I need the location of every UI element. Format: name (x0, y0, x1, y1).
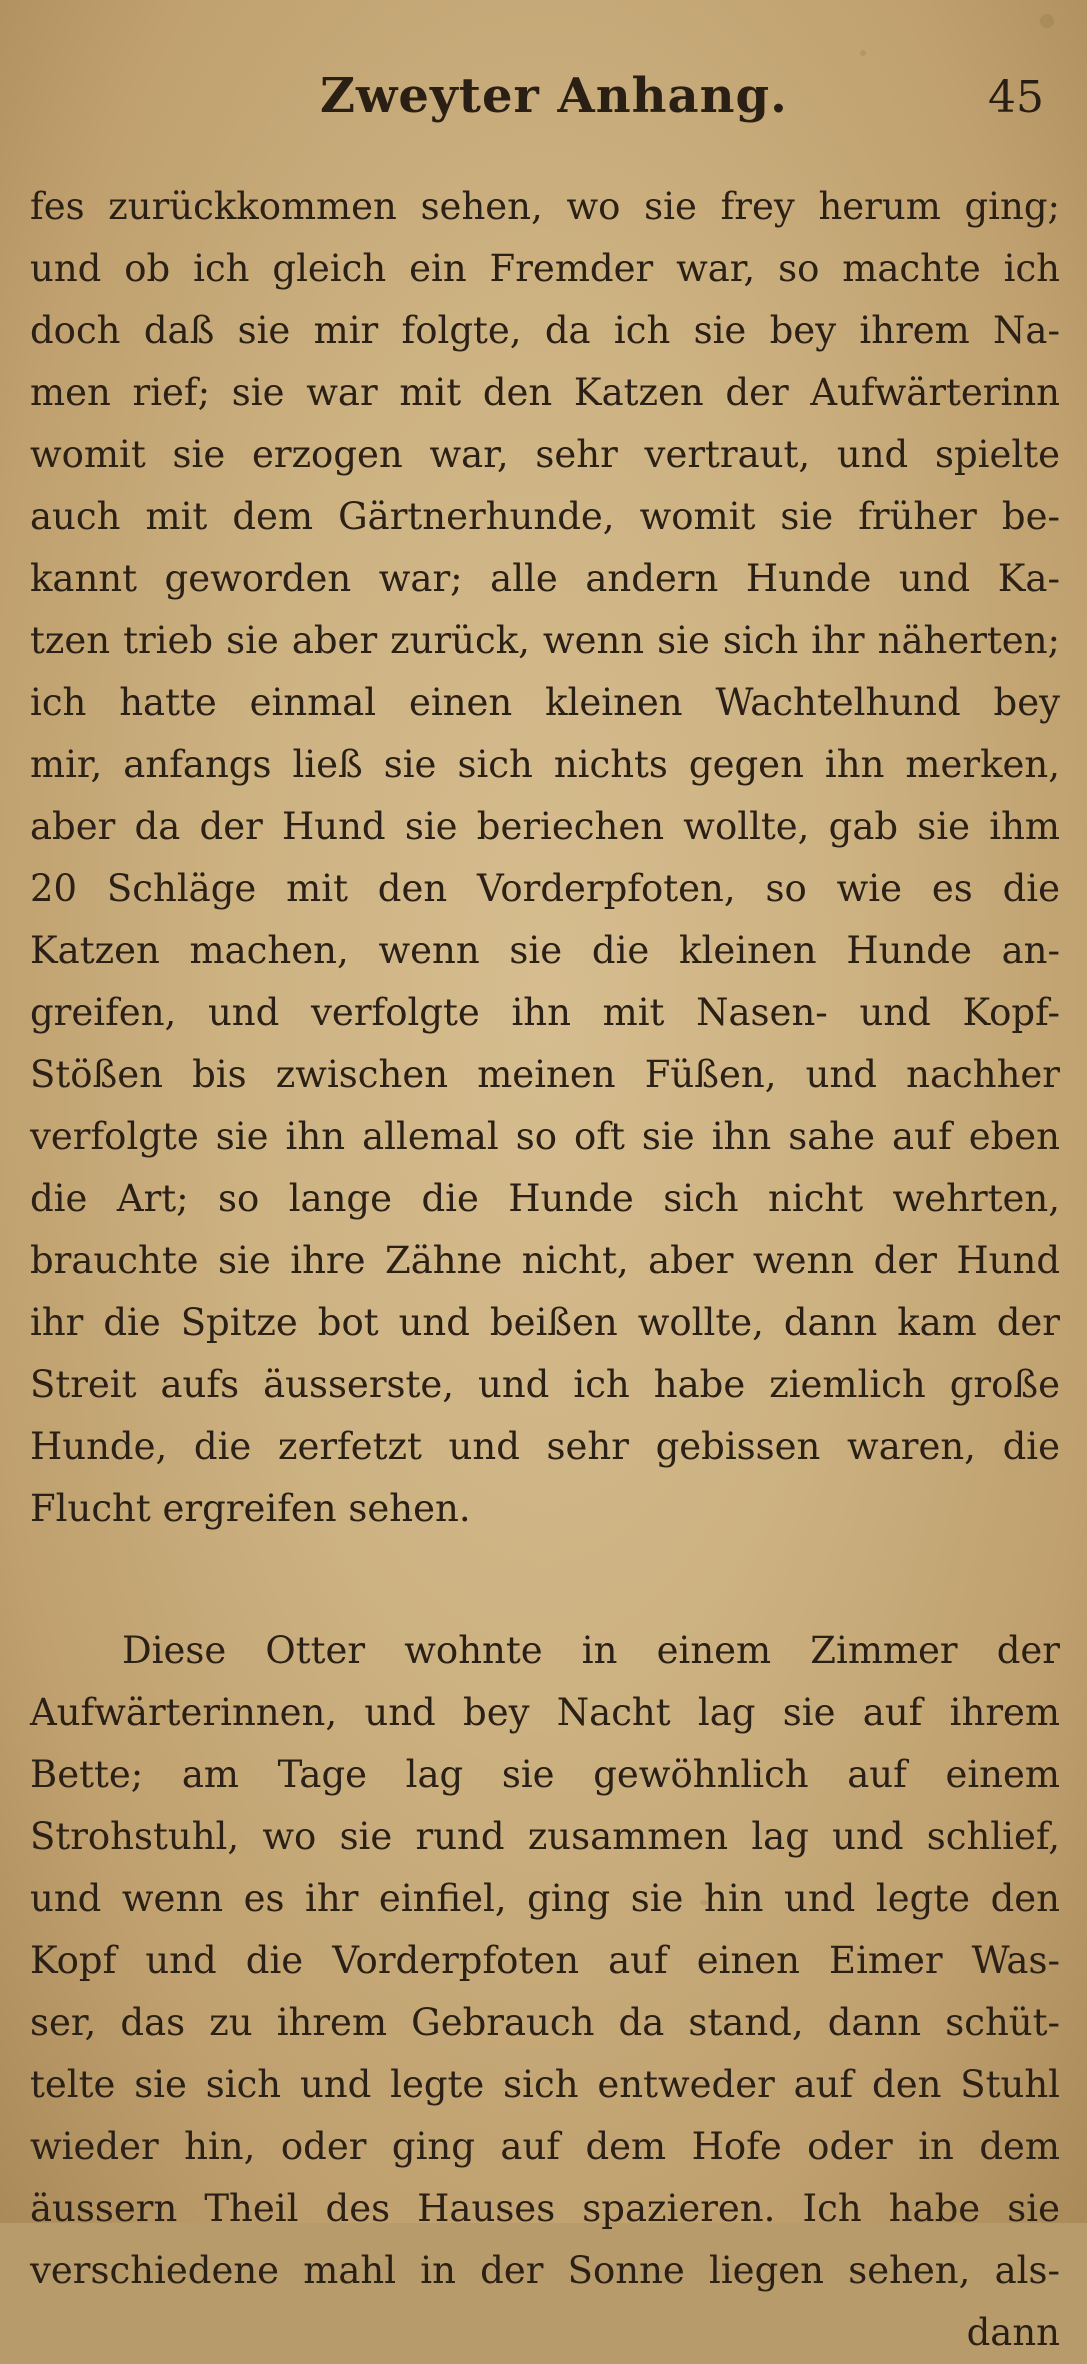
text-line: men rief; sie war mit den Katzen der Aufwärterinn (30, 371, 1060, 414)
text-line: verschiedene mahl in der Sonne liegen sehen, als- (30, 2249, 1060, 2292)
text-line: 20 Schläge mit den Vorderpfoten, so wie es die (30, 867, 1060, 910)
paragraph-gap (30, 1540, 1060, 1620)
text-line: womit sie erzogen war, sehr vertraut, und spielte (30, 433, 1060, 476)
text-line: doch daß sie mir folgte, da ich sie bey ihrem Na- (30, 309, 1060, 352)
text-line: mir, anfangs ließ sie sich nichts gegen ihn merken, (30, 743, 1060, 786)
paragraph-1 (30, 176, 1060, 1540)
text-line: aber da der Hund sie beriechen wollte, gab sie ihm (30, 805, 1060, 848)
paper-stain (860, 50, 866, 56)
text-line: Hunde, die zerfetzt und sehr gebissen waren, die (30, 1425, 1060, 1468)
text-line: Diese Otter wohnte in einem Zimmer der (122, 1629, 1060, 1672)
text-line: Kopf und die Vorderpfoten auf einen Eimer Was- (30, 1939, 1060, 1982)
text-line: brauchte sie ihre Zähne nicht, aber wenn der Hund (30, 1239, 1060, 1282)
running-title: Zweyter Anhang. (320, 68, 788, 124)
text-line: Stößen bis zwischen meinen Füßen, und nachher (30, 1053, 1060, 1096)
text-line: Katzen machen, wenn sie die kleinen Hunde an- (30, 929, 1060, 972)
text-line: greifen, und verfolgte ihn mit Nasen- und Kopf- (30, 991, 1060, 1034)
paper-stain (1040, 14, 1054, 28)
text-line: verfolgte sie ihn allemal so oft sie ihn sahe auf eben (30, 1115, 1060, 1158)
text-line: und wenn es ihr einfiel, ging sie hin und legte den (30, 1877, 1060, 1920)
text-line: Streit aufs äusserste, und ich habe ziemlich große (30, 1363, 1060, 1406)
text-line: ihr die Spitze bot und beißen wollte, dann kam der (30, 1301, 1060, 1344)
text-line: ser, das zu ihrem Gebrauch da stand, dann schüt- (30, 2001, 1060, 2044)
text-line: Strohstuhl, wo sie rund zusammen lag und schlief, (30, 1815, 1060, 1858)
text-line: ich hatte einmal einen kleinen Wachtelhund bey (30, 681, 1060, 724)
text-line: telte sie sich und legte sich entweder auf den Stuhl (30, 2063, 1060, 2106)
catchword: dann (966, 2311, 1060, 2354)
page-header (0, 60, 1087, 140)
text-line: äussern Theil des Hauses spazieren. Ich habe sie (30, 2187, 1060, 2230)
text-line: auch mit dem Gärtnerhunde, womit sie früher be- (30, 495, 1060, 538)
text-line: Flucht ergreifen sehen. (30, 1487, 471, 1530)
text-line: die Art; so lange die Hunde sich nicht wehrten, (30, 1177, 1060, 1220)
text-line: tzen trieb sie aber zurück, wenn sie sich ihr näherten; (30, 619, 1060, 662)
page-number: 45 (988, 72, 1044, 123)
page-body (30, 176, 1060, 2364)
text-line: kannt geworden war; alle andern Hunde und Ka- (30, 557, 1060, 600)
text-line: Bette; am Tage lag sie gewöhnlich auf einem (30, 1753, 1060, 1796)
paragraph-2 (30, 1620, 1060, 2302)
text-line: fes zurückkommen sehen, wo sie frey herum ging; (30, 185, 1060, 228)
text-line: wieder hin, oder ging auf dem Hofe oder in dem (30, 2125, 1060, 2168)
text-line: und ob ich gleich ein Fremder war, so machte ich (30, 247, 1060, 290)
text-line: Aufwärterinnen, und bey Nacht lag sie auf ihrem (30, 1691, 1060, 1734)
